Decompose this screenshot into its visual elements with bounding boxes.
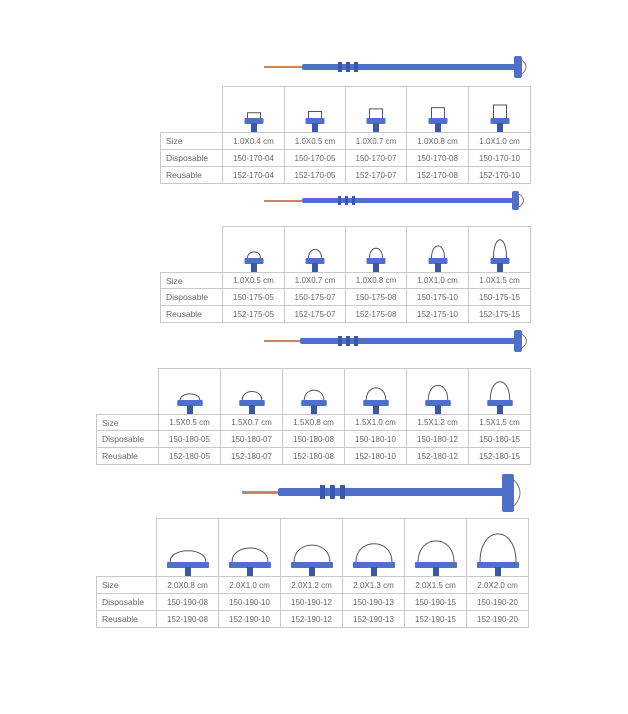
blank-cell [97, 519, 157, 577]
loop-electrode-icon [224, 228, 284, 272]
row-label-size: Size [97, 577, 157, 594]
loop-image [346, 87, 407, 133]
loop-image [221, 369, 283, 415]
disposable-code-cell: 150-180-12 [407, 431, 469, 448]
electrode-tip [264, 200, 304, 202]
reusable-code-cell: 152-175-10 [407, 306, 469, 323]
row-label-reusable: Reusable [97, 611, 157, 628]
size-cell: 2.0X1.0 cm [219, 577, 281, 594]
loop-electrode-icon [344, 520, 404, 576]
reusable-code-cell: 152-190-13 [343, 611, 405, 628]
reusable-code-cell: 152-190-10 [219, 611, 281, 628]
size-cell: 2.0X1.2 cm [281, 577, 343, 594]
electrode-tip [242, 491, 280, 494]
row-label-reusable: Reusable [161, 167, 223, 184]
product-table-4 [96, 518, 529, 628]
reusable-code-cell: 152-180-08 [283, 448, 345, 465]
size-cell: 1.5X0.7 cm [221, 415, 283, 431]
blank-cell [161, 227, 223, 273]
loop-image [345, 369, 407, 415]
row-label-disposable: Disposable [97, 594, 157, 611]
size-cell: 1.0X1.0 cm [407, 273, 469, 289]
loop-image [346, 227, 407, 273]
loop-electrode-icon [346, 88, 406, 132]
electrode-handle-2 [262, 190, 532, 216]
product-table-1 [160, 86, 531, 184]
blank-cell [161, 87, 223, 133]
loop-image [407, 227, 469, 273]
loop-image [159, 369, 221, 415]
loop-image [469, 227, 531, 273]
loop-electrode-icon [468, 520, 528, 576]
disposable-code-cell: 150-175-05 [223, 289, 285, 306]
size-cell: 2.0X1.5 cm [405, 577, 467, 594]
loop-electrode-icon [470, 228, 530, 272]
disposable-code-cell: 150-190-15 [405, 594, 467, 611]
reusable-code-cell: 152-190-20 [467, 611, 529, 628]
disposable-code-cell: 150-175-10 [407, 289, 469, 306]
reusable-code-cell: 152-170-07 [346, 167, 407, 184]
loop-electrode-icon [408, 228, 468, 272]
loop-image [285, 227, 346, 273]
disposable-code-cell: 150-190-10 [219, 594, 281, 611]
disposable-code-cell: 150-175-07 [285, 289, 346, 306]
reusable-code-cell: 152-170-05 [285, 167, 346, 184]
reusable-code-cell: 152-190-12 [281, 611, 343, 628]
loop-electrode-icon [285, 228, 345, 272]
row-label-disposable: Disposable [161, 289, 223, 306]
loop-electrode-icon [408, 370, 468, 414]
electrode-tip [264, 340, 302, 342]
loop-electrode-icon [470, 370, 530, 414]
loop-image [407, 369, 469, 415]
row-label-size: Size [97, 415, 159, 431]
row-label-size: Size [161, 133, 223, 150]
row-label-size: Size [161, 273, 223, 289]
loop-image [223, 87, 285, 133]
disposable-code-cell: 150-180-15 [469, 431, 531, 448]
electrode-tip [264, 66, 304, 68]
disposable-code-cell: 150-170-10 [469, 150, 531, 167]
disposable-code-cell: 150-180-08 [283, 431, 345, 448]
disposable-code-cell: 150-175-15 [469, 289, 531, 306]
loop-image [157, 519, 219, 577]
reusable-code-cell: 152-190-15 [405, 611, 467, 628]
reusable-code-cell: 152-170-10 [469, 167, 531, 184]
disposable-code-cell: 150-190-12 [281, 594, 343, 611]
disposable-code-cell: 150-190-08 [157, 594, 219, 611]
row-label-disposable: Disposable [161, 150, 223, 167]
size-cell: 1.0X0.5 cm [285, 133, 346, 150]
loop-image [407, 87, 469, 133]
size-cell: 1.0X1.5 cm [469, 273, 531, 289]
reusable-code-cell: 152-180-10 [345, 448, 407, 465]
disposable-code-cell: 150-190-13 [343, 594, 405, 611]
loop-electrode-icon [406, 520, 466, 576]
loop-image [281, 519, 343, 577]
disposable-code-cell: 150-175-08 [346, 289, 407, 306]
row-label-reusable: Reusable [97, 448, 159, 465]
electrode-handle-3 [262, 330, 532, 356]
blank-cell [97, 369, 159, 415]
size-cell: 1.5X1.2 cm [407, 415, 469, 431]
electrode-handle-4 [240, 474, 530, 514]
loop-image [343, 519, 405, 577]
size-cell: 1.0X1.0 cm [469, 133, 531, 150]
loop-electrode-icon [346, 228, 406, 272]
reusable-code-cell: 152-170-04 [223, 167, 285, 184]
reusable-code-cell: 152-175-15 [469, 306, 531, 323]
loop-electrode-icon [222, 370, 282, 414]
reusable-code-cell: 152-180-12 [407, 448, 469, 465]
disposable-code-cell: 150-180-07 [221, 431, 283, 448]
electrode-handle-1 [262, 56, 532, 86]
product-table-2 [160, 226, 531, 323]
size-cell: 1.5X0.8 cm [283, 415, 345, 431]
size-cell: 1.0X0.4 cm [223, 133, 285, 150]
loop-electrode-icon [282, 520, 342, 576]
loop-electrode-icon [284, 370, 344, 414]
row-label-disposable: Disposable [97, 431, 159, 448]
loop-image [219, 519, 281, 577]
product-table-3 [96, 368, 531, 465]
loop-electrode-icon [285, 88, 345, 132]
disposable-code-cell: 150-180-10 [345, 431, 407, 448]
size-cell: 1.0X0.8 cm [346, 273, 407, 289]
disposable-code-cell: 150-170-08 [407, 150, 469, 167]
reusable-code-cell: 152-180-07 [221, 448, 283, 465]
reusable-code-cell: 152-175-05 [223, 306, 285, 323]
loop-electrode-icon [160, 370, 220, 414]
disposable-code-cell: 150-170-04 [223, 150, 285, 167]
reusable-code-cell: 152-180-15 [469, 448, 531, 465]
reusable-code-cell: 152-175-08 [346, 306, 407, 323]
size-cell: 1.0X0.7 cm [346, 133, 407, 150]
loop-electrode-icon [408, 88, 468, 132]
size-cell: 2.0X0.8 cm [157, 577, 219, 594]
disposable-code-cell: 150-190-20 [467, 594, 529, 611]
size-cell: 1.5X1.0 cm [345, 415, 407, 431]
loop-electrode-icon [346, 370, 406, 414]
size-cell: 2.0X2.0 cm [467, 577, 529, 594]
loop-electrode-icon [220, 520, 280, 576]
size-cell: 1.0X0.5 cm [223, 273, 285, 289]
reusable-code-cell: 152-170-08 [407, 167, 469, 184]
reusable-code-cell: 152-190-08 [157, 611, 219, 628]
reusable-code-cell: 152-175-07 [285, 306, 346, 323]
disposable-code-cell: 150-170-07 [346, 150, 407, 167]
size-cell: 1.0X0.8 cm [407, 133, 469, 150]
loop-image [467, 519, 529, 577]
size-cell: 1.5X1.5 cm [469, 415, 531, 431]
disposable-code-cell: 150-170-05 [285, 150, 346, 167]
disposable-code-cell: 150-180-05 [159, 431, 221, 448]
loop-electrode-icon [158, 520, 218, 576]
size-cell: 2.0X1.3 cm [343, 577, 405, 594]
reusable-code-cell: 152-180-05 [159, 448, 221, 465]
loop-image [223, 227, 285, 273]
loop-electrode-icon [224, 88, 284, 132]
loop-image [405, 519, 467, 577]
size-cell: 1.0X0.7 cm [285, 273, 346, 289]
row-label-reusable: Reusable [161, 306, 223, 323]
size-cell: 1.5X0.5 cm [159, 415, 221, 431]
loop-image [285, 87, 346, 133]
loop-electrode-icon [470, 88, 530, 132]
loop-image [469, 369, 531, 415]
loop-image [469, 87, 531, 133]
loop-image [283, 369, 345, 415]
